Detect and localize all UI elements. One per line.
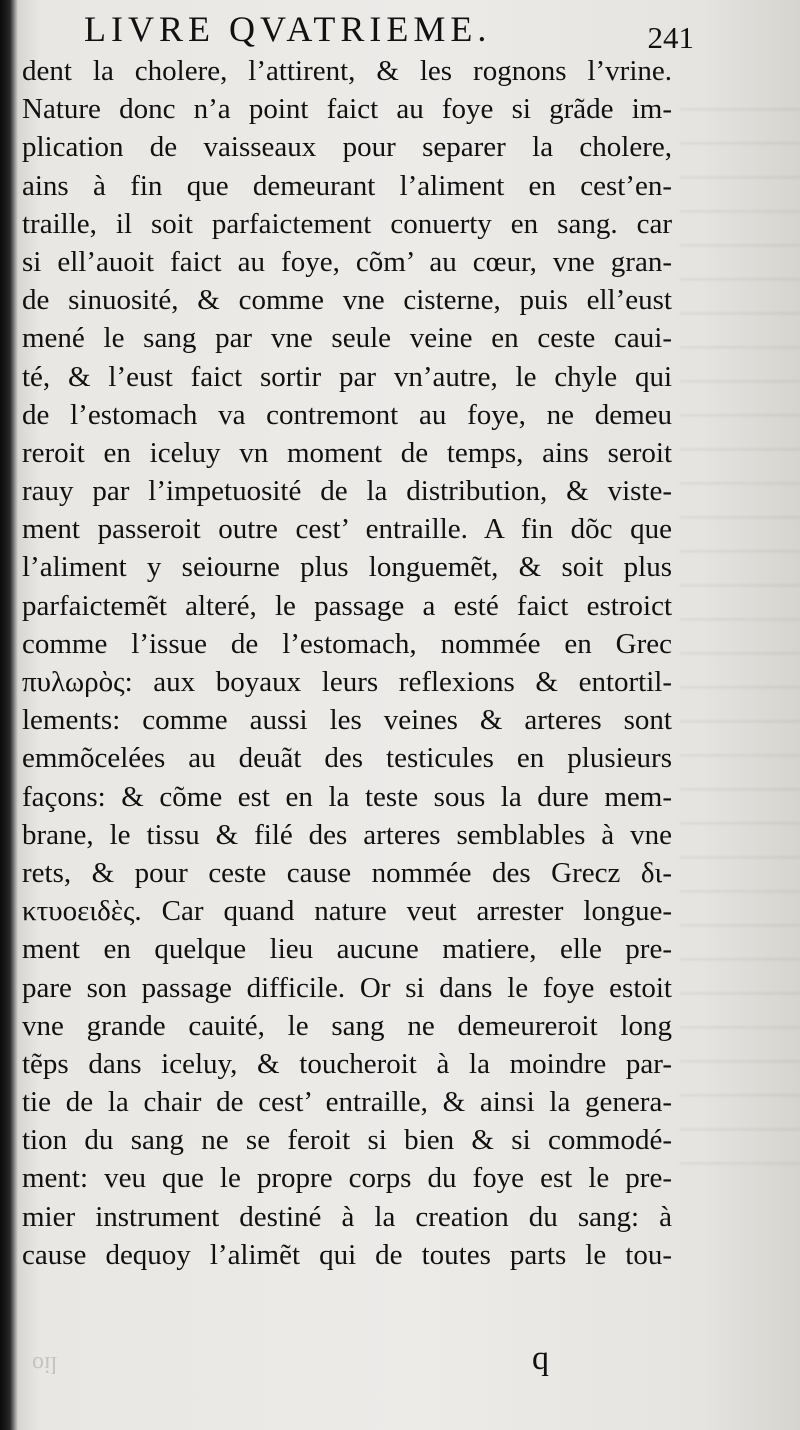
text-line-13: ment passeroit outre cest’ entraille. A fin dõc que bbox=[22, 513, 672, 546]
text-line-23: κτυοειδὲς. Car quand nature veut arrester longue- bbox=[22, 895, 672, 928]
text-line-18: lements: comme aussi les veines & arteres sont bbox=[22, 704, 672, 737]
text-line-28: tie de la chair de cest’ entraille, & ainsi la genera- bbox=[22, 1086, 672, 1119]
text-line-32: cause dequoy l’alimẽt qui de toutes parts le tou- bbox=[22, 1238, 672, 1271]
text-line-11: reroit en iceluy vn moment de temps, ains seroit bbox=[22, 436, 672, 469]
page-number: 241 bbox=[647, 20, 694, 55]
text-line-8: mené le sang par vne seule veine en ceste caui- bbox=[22, 322, 672, 355]
text-line-15: parfaictemẽt alteré, le passage a esté faict estroict bbox=[22, 589, 672, 622]
text-line-10: de l’estomach va contremont au foye, ne demeu bbox=[22, 398, 672, 431]
show-through-text: oil bbox=[32, 1351, 58, 1377]
text-line-4: ains à fin que demeurant l’aliment en cest’en- bbox=[22, 169, 672, 202]
text-line-14: l’aliment y seiourne plus longuemẽt, & soit plus bbox=[22, 551, 672, 584]
body-text bbox=[22, 52, 672, 1274]
running-title: LIVRE QVATRIEME. bbox=[84, 9, 492, 49]
text-line-20: façons: & cõme est en la teste sous la dure mem- bbox=[22, 780, 672, 813]
text-line-30: ment: veu que le propre corps du foye est le pre- bbox=[22, 1162, 672, 1195]
text-line-21: brane, le tissu & filé des arteres semblables à vne bbox=[22, 818, 672, 851]
text-line-12: rauy par l’impetuosité de la distribution, & viste- bbox=[22, 475, 672, 508]
text-line-24: ment en quelque lieu aucune matiere, elle pre- bbox=[22, 933, 672, 966]
text-line-7: de sinuosité, & comme vne cisterne, puis ell’eust bbox=[22, 284, 672, 317]
text-line-3: plication de vaisseaux pour separer la cholere, bbox=[22, 131, 672, 164]
text-line-17: πυλωρὸς: aux boyaux leurs reflexions & entortil- bbox=[22, 666, 672, 698]
signature-mark: q bbox=[532, 1340, 549, 1377]
text-line-26: vne grande cauité, le sang ne demeureroit long bbox=[22, 1009, 672, 1042]
text-line-25: pare son passage difficile. Or si dans le foye estoit bbox=[22, 971, 672, 1004]
text-line-22: rets, & pour ceste cause nommée des Grecz δι- bbox=[22, 856, 672, 889]
text-line-29: tion du sang ne se feroit si bien & si commodé- bbox=[22, 1124, 672, 1157]
text-line-19: emmõcelées au deuãt des testicules en plusieurs bbox=[22, 742, 672, 775]
text-line-9: té, & l’eust faict sortir par vn’autre, le chyle qui bbox=[22, 360, 672, 393]
text-line-31: mier instrument destiné à la creation du sang: à bbox=[22, 1200, 672, 1233]
text-line-27: tẽps dans iceluy, & toucheroit à la moindre par- bbox=[22, 1047, 672, 1080]
text-line-6: si ell’auoit faict au foye, cõm’ au cœur, vne gran- bbox=[22, 245, 672, 278]
page-header bbox=[84, 6, 694, 54]
text-line-1: dent la cholere, l’attirent, & les rognons l’vrine. bbox=[22, 55, 672, 87]
text-line-16: comme l’issue de l’estomach, nommée en Grec bbox=[22, 627, 672, 660]
text-line-5: traille, il soit parfaictement conuerty en sang. car bbox=[22, 207, 672, 240]
show-through-shadow bbox=[680, 90, 800, 1190]
text-line-2: Nature donc n’a point faict au foye si grãde im- bbox=[22, 93, 672, 126]
